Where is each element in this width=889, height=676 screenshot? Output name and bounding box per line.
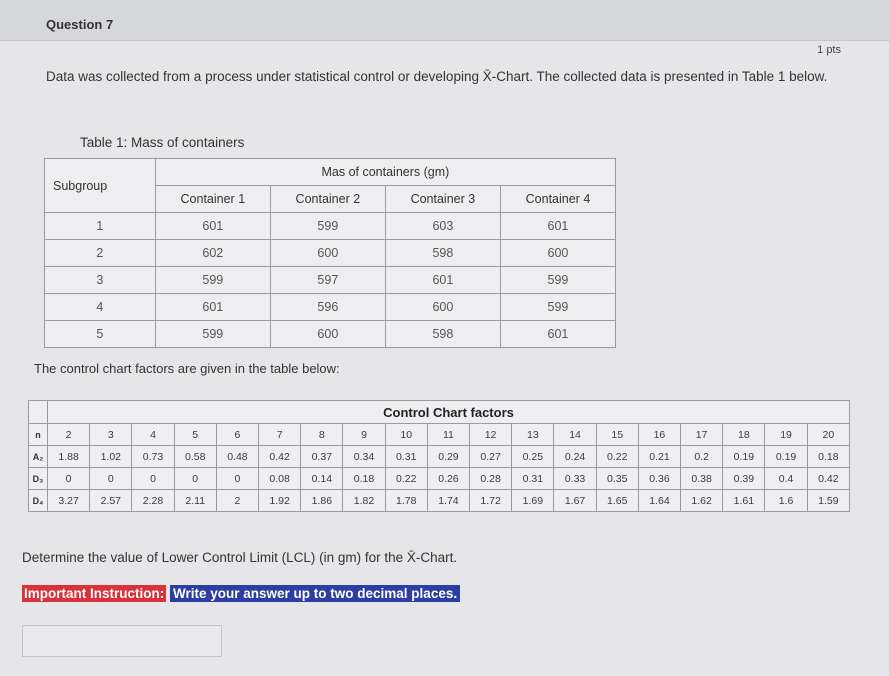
factor-cell: 3 [90, 424, 132, 446]
mass-cell: 601 [155, 294, 270, 321]
factor-cell: 1.59 [807, 490, 849, 512]
factors-caption: Control Chart factors [48, 401, 850, 424]
factors-corner-cell [29, 401, 48, 424]
factor-cell: 0.36 [638, 468, 680, 490]
factor-cell: 1.02 [90, 446, 132, 468]
factor-cell: 0.42 [259, 446, 301, 468]
factor-cell: 0 [90, 468, 132, 490]
factor-row [29, 468, 850, 490]
factor-cell: 0.39 [723, 468, 765, 490]
mass-group-header: Mas of containers (gm) [155, 159, 615, 186]
factor-cell: 1.86 [301, 490, 343, 512]
factor-cell: 1.64 [638, 490, 680, 512]
factor-cell: 0.4 [765, 468, 807, 490]
factor-cell: 13 [512, 424, 554, 446]
factors-intro: The control chart factors are given in the table below: [34, 361, 340, 376]
question-header [0, 0, 889, 41]
mass-cell: 599 [270, 213, 385, 240]
factor-cell: 0.34 [343, 446, 385, 468]
subgroup-cell: 3 [45, 267, 156, 294]
mass-table-body [45, 213, 616, 348]
factor-cell: 14 [554, 424, 596, 446]
container-header: Container 3 [385, 186, 500, 213]
mass-cell: 598 [385, 321, 500, 348]
factor-cell: 0.22 [596, 446, 638, 468]
question-title: Question 7 [46, 17, 114, 32]
factor-cell: 18 [723, 424, 765, 446]
subgroup-cell: 5 [45, 321, 156, 348]
factor-cell: 1.82 [343, 490, 385, 512]
table-row [45, 267, 616, 294]
factor-cell: 17 [681, 424, 723, 446]
factor-cell: 7 [259, 424, 301, 446]
mass-cell: 599 [155, 267, 270, 294]
mass-cell: 599 [500, 267, 615, 294]
factor-cell: 1.78 [385, 490, 427, 512]
question-prompt: Data was collected from a process under statistical control or developing X̄-Chart. The collected data is presented in Table 1 below. [46, 69, 828, 84]
factor-cell: 0.2 [681, 446, 723, 468]
factor-cell: 1.67 [554, 490, 596, 512]
factor-cell: 0.08 [259, 468, 301, 490]
table1-caption: Table 1: Mass of containers [80, 135, 245, 150]
factor-cell: 0 [174, 468, 216, 490]
factor-cell: 6 [216, 424, 258, 446]
factor-cell: 2.57 [90, 490, 132, 512]
mass-cell: 599 [500, 294, 615, 321]
factor-cell: 0.42 [807, 468, 849, 490]
factor-cell: 0 [216, 468, 258, 490]
subgroup-header: Subgroup [45, 159, 156, 213]
factor-cell: 0.18 [343, 468, 385, 490]
table-row [45, 213, 616, 240]
factor-cell: 2 [216, 490, 258, 512]
factor-cell: 1.62 [681, 490, 723, 512]
factor-row-label: D₃ [29, 468, 48, 490]
factor-cell: 1.65 [596, 490, 638, 512]
factor-row [29, 446, 850, 468]
container-header: Container 4 [500, 186, 615, 213]
factor-cell: 0.27 [470, 446, 512, 468]
table-row [45, 321, 616, 348]
factor-cell: 20 [807, 424, 849, 446]
factor-cell: 15 [596, 424, 638, 446]
subgroup-cell: 1 [45, 213, 156, 240]
container-header: Container 2 [270, 186, 385, 213]
mass-cell: 600 [270, 321, 385, 348]
factor-cell: 0.22 [385, 468, 427, 490]
table-row [45, 294, 616, 321]
factor-cell: 0.19 [765, 446, 807, 468]
mass-cell: 601 [500, 213, 615, 240]
mass-cell: 600 [270, 240, 385, 267]
factor-cell: 8 [301, 424, 343, 446]
mass-cell: 601 [385, 267, 500, 294]
factor-cell: 0.18 [807, 446, 849, 468]
factor-cell: 5 [174, 424, 216, 446]
container-header: Container 1 [155, 186, 270, 213]
factor-cell: 1.6 [765, 490, 807, 512]
mass-cell: 599 [155, 321, 270, 348]
factor-cell: 0.33 [554, 468, 596, 490]
instruction-text: Write your answer up to two decimal places. [170, 585, 460, 602]
factor-cell: 19 [765, 424, 807, 446]
factor-row [29, 490, 850, 512]
factor-cell: 1.69 [512, 490, 554, 512]
factor-cell: 0.73 [132, 446, 174, 468]
factor-cell: 0.31 [385, 446, 427, 468]
subgroup-cell: 2 [45, 240, 156, 267]
factor-cell: 12 [470, 424, 512, 446]
question-points: 1 pts [817, 44, 841, 56]
factor-row-label: D₄ [29, 490, 48, 512]
factor-cell: 0.19 [723, 446, 765, 468]
factor-cell: 9 [343, 424, 385, 446]
factor-cell: 0.37 [301, 446, 343, 468]
factor-cell: 3.27 [48, 490, 90, 512]
factor-cell: 0.21 [638, 446, 680, 468]
mass-table [44, 158, 616, 348]
mass-cell: 600 [500, 240, 615, 267]
factor-cell: 1.72 [470, 490, 512, 512]
factor-cell: 0.38 [681, 468, 723, 490]
factor-cell: 0.14 [301, 468, 343, 490]
important-instruction [22, 586, 460, 601]
factor-row-label: n [29, 424, 48, 446]
answer-input[interactable] [22, 625, 222, 657]
factor-cell: 0.35 [596, 468, 638, 490]
factor-row-label: A₂ [29, 446, 48, 468]
mass-cell: 601 [155, 213, 270, 240]
instruction-label: Important Instruction: [24, 586, 165, 601]
factor-cell: 2.11 [174, 490, 216, 512]
mass-cell: 596 [270, 294, 385, 321]
mass-cell: 601 [500, 321, 615, 348]
factor-cell: 0 [132, 468, 174, 490]
mass-cell: 598 [385, 240, 500, 267]
subgroup-cell: 4 [45, 294, 156, 321]
factor-cell: 0.25 [512, 446, 554, 468]
factor-cell: 1.74 [427, 490, 469, 512]
table-row [45, 240, 616, 267]
control-chart-factors-table [28, 400, 850, 512]
factor-cell: 2 [48, 424, 90, 446]
factor-cell: 0.24 [554, 446, 596, 468]
factor-cell: 1.92 [259, 490, 301, 512]
factor-cell: 1.61 [723, 490, 765, 512]
factor-cell: 0.48 [216, 446, 258, 468]
factor-cell: 1.88 [48, 446, 90, 468]
factor-cell: 2.28 [132, 490, 174, 512]
factor-cell: 0 [48, 468, 90, 490]
factor-cell: 10 [385, 424, 427, 446]
mass-cell: 603 [385, 213, 500, 240]
mass-cell: 600 [385, 294, 500, 321]
factor-cell: 0.28 [470, 468, 512, 490]
factor-cell: 16 [638, 424, 680, 446]
factor-cell: 0.26 [427, 468, 469, 490]
factor-cell: 11 [427, 424, 469, 446]
factor-cell: 4 [132, 424, 174, 446]
determine-prompt: Determine the value of Lower Control Limit (LCL) (in gm) for the X̄-Chart. [22, 550, 458, 565]
factor-cell: 0.31 [512, 468, 554, 490]
mass-cell: 597 [270, 267, 385, 294]
factor-row [29, 424, 850, 446]
factor-cell: 0.29 [427, 446, 469, 468]
mass-cell: 602 [155, 240, 270, 267]
factor-cell: 0.58 [174, 446, 216, 468]
